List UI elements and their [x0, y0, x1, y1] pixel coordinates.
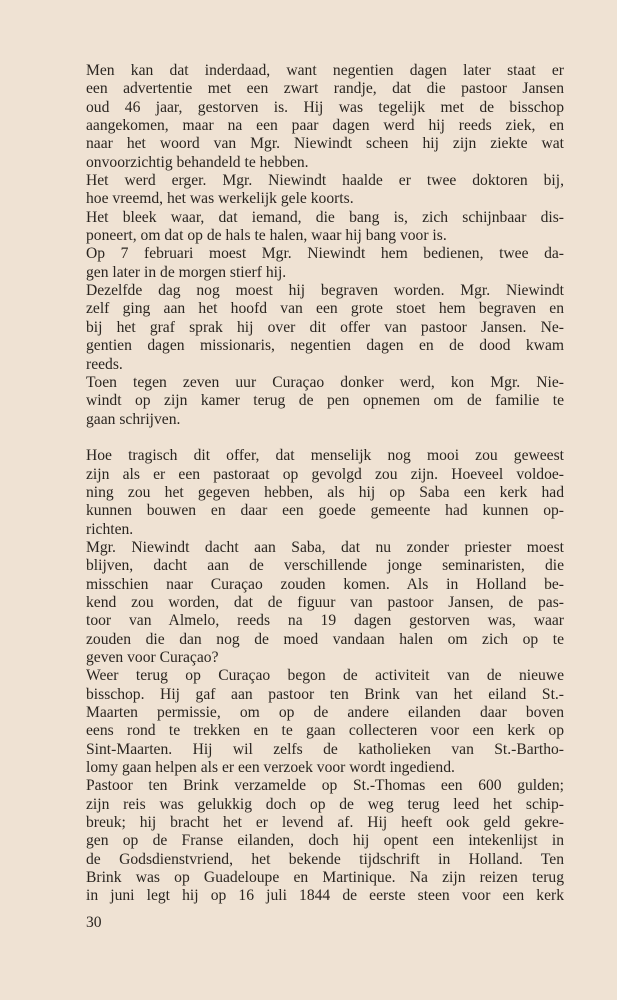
text-line: Hoe tragisch dit offer, dat menselijk nog mooi zou geweest	[86, 447, 564, 465]
text-line: reeds.	[86, 355, 123, 373]
text-line: oud 46 jaar, gestorven is. Hij was tegelijk met de bisschop	[86, 98, 564, 116]
text-line: Sint-Maarten. Hij wil zelfs de katholieken van St.-Bartho-	[86, 740, 564, 758]
text-line: Dezelfde dag nog moest hij begraven worden. Mgr. Niewindt	[86, 282, 564, 300]
paragraph	[86, 539, 564, 667]
text-line: zijn reis was gelukkig doch op de weg terug leed het schip-	[86, 795, 564, 813]
text-line: gen op de Franse eilanden, doch hij opent een intekenlijst in	[86, 832, 564, 850]
text-line: Op 7 februari moest Mgr. Niewindt hem bedienen, twee da-	[86, 245, 564, 263]
text-line: richten.	[86, 520, 134, 538]
text-line: gen later in de morgen stierf hij.	[86, 263, 287, 281]
text-line: Mgr. Niewindt dacht aan Saba, dat nu zonder priester moest	[86, 538, 564, 556]
text-line: eens rond te trekken en te gaan collecteren voor een kerk op	[86, 722, 564, 740]
text-line: poneert, om dat op de hals te halen, waar hij bang voor is.	[86, 227, 447, 245]
text-line: zelf ging aan het hoofd van een grote stoet hem begraven en	[86, 300, 564, 318]
text-line: gentien dagen missionaris, negentien dagen en de dood kwam	[86, 337, 564, 355]
paragraph	[86, 777, 564, 905]
text-line: Het werd erger. Mgr. Niewindt haalde er twee doktoren bij,	[86, 172, 564, 190]
text-line: Maarten permissie, om op de andere eilanden daar boven	[86, 704, 564, 722]
text-line: zouden die dan nog de moed vandaan halen om zich op te	[86, 630, 564, 648]
text-line: Brink was op Guadeloupe en Martinique. Na zijn reizen terug	[86, 869, 564, 887]
text-line: de Godsdienstvriend, het bekende tijdschrift in Holland. Ten	[86, 850, 564, 868]
text-line: Men kan dat inderdaad, want negentien dagen later staat er	[86, 62, 564, 79]
text-line: kunnen bouwen en daar een goede gemeente had kunnen op-	[86, 502, 564, 520]
paragraph-spacer	[86, 429, 564, 447]
text-line: aangekomen, maar na een paar dagen werd hij reeds ziek, en	[86, 117, 564, 135]
text-line: een advertentie met een zwart randje, dat die pastoor Jansen	[86, 80, 564, 98]
text-line: geven voor Curaçao?	[86, 649, 219, 666]
text-line: Het bleek waar, dat iemand, die bang is, zich schijnbaar dis-	[86, 208, 564, 226]
text-line: onvoorzichtig behandeld te hebben.	[86, 153, 309, 171]
text-line: blijven, dacht aan de verschillende jonge seminaristen, die	[86, 557, 564, 575]
text-line: toor van Almelo, reeds na 19 dagen gestorven was, waar	[86, 612, 564, 630]
body-text	[86, 62, 564, 906]
paragraph	[86, 374, 564, 429]
paragraph	[86, 245, 564, 282]
text-line: gaan schrijven.	[86, 410, 181, 428]
text-line: Weer terug op Curaçao begon de activiteit van de nieuwe	[86, 667, 564, 685]
text-line: Toen tegen zeven uur Curaçao donker werd, kon Mgr. Nie-	[86, 373, 564, 391]
text-line: bisschop. Hij gaf aan pastoor ten Brink van het eiland St.-	[86, 685, 564, 703]
text-line: ning zou het gegeven hebben, als hij op Saba een kerk had	[86, 483, 564, 501]
paragraph	[86, 62, 564, 172]
paragraph	[86, 172, 564, 209]
text-line: lomy gaan helpen als er een verzoek voor wordt ingediend.	[86, 759, 455, 777]
text-line: bij het graf sprak hij over dit offer van pastoor Jansen. Ne-	[86, 318, 564, 336]
text-line: breuk; hij bracht het er levend af. Hij heeft ook geld gekre-	[86, 814, 564, 832]
text-line: naar het woord van Mgr. Niewindt scheen hij zijn ziekte wat	[86, 135, 564, 153]
text-line: misschien naar Curaçao zouden komen. Als in Holland be-	[86, 575, 564, 593]
paragraph	[86, 209, 564, 246]
text-line: zijn als er een pastoraat op gevolgd zou zijn. Hoeveel voldoe-	[86, 465, 564, 483]
text-line: hoe vreemd, het was werkelijk gele koorts.	[86, 190, 354, 208]
text-line: windt op zijn kamer terug de pen opnemen om de familie te	[86, 392, 564, 410]
paragraph	[86, 667, 564, 777]
paragraph	[86, 447, 564, 539]
page-number: 30	[86, 914, 102, 931]
text-line: Pastoor ten Brink verzamelde op St.-Thomas een 600 gulden;	[86, 777, 564, 795]
text-line: kend zou worden, dat de figuur van pastoor Jansen, de pas-	[86, 593, 564, 611]
text-line: in juni legt hij op 16 juli 1844 de eerste steen voor een kerk	[86, 887, 564, 905]
paragraph	[86, 282, 564, 374]
